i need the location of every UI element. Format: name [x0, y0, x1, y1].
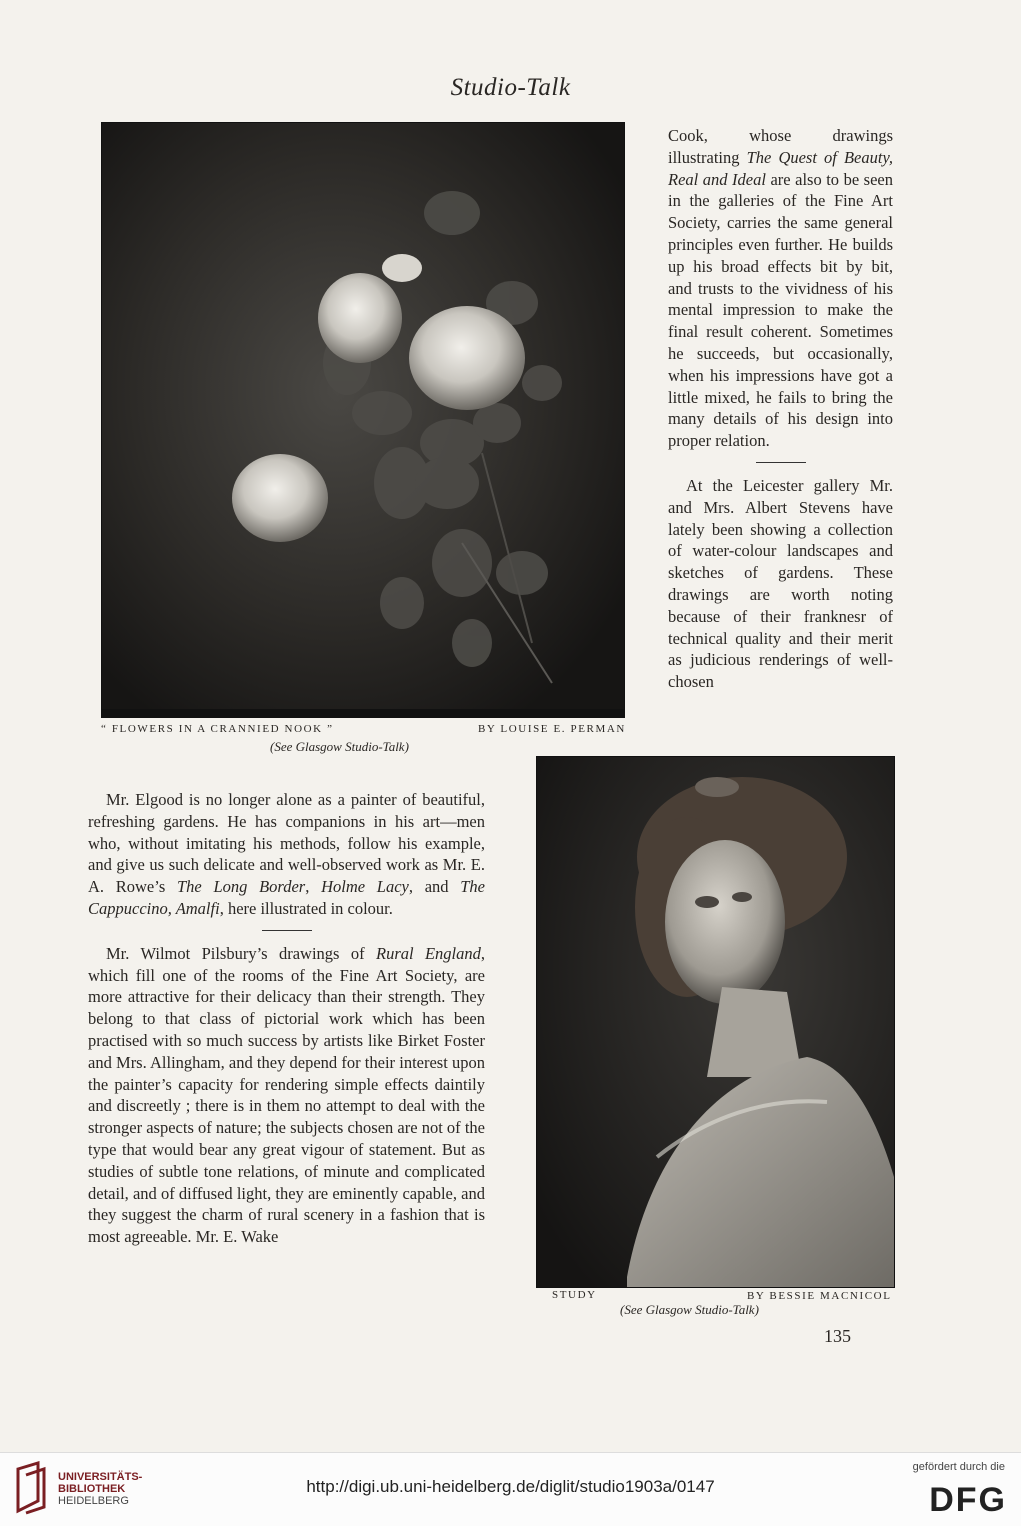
elgood-paragraph: [88, 789, 485, 920]
elgood-paragraph-text-a: Mr. Elgood is no longer alone as a painter of beautiful, refreshing gardens. He has companions in his art—men who, without imitating his methods, follow his example, and give us such delicate and well-observed work as Mr. E. A. Rowe’s: [88, 790, 485, 897]
running-title: Studio-Talk: [450, 74, 571, 101]
pilsbury-paragraph-text-b: , which fill one of the rooms of the Fine Art Society, are more attractive for their delicacy than their strength. They belong to that class of pictorial work which has been practised with so much success by artists like Birket Foster and Mrs. Allingham, and they depend for their interest upon the painter’s capacity for rendering simple effects daintily and discreetly ; there is in them no attempt to deal with the stronger aspects of nature; the subjects chosen are not of the type that would bear any great vigour of statement. But as studies of subtle tone relations, of minute and complicated detail, and of diffused light, they are eminently capable, and they suggest the charm of rural scenery in a fashion that is most agreeable. Mr. E. Wake: [88, 943, 485, 1247]
page-number: 135: [824, 1326, 851, 1346]
right-column-text: [668, 125, 893, 693]
flowers-plate-title: “ FLOWERS IN A CRANNIED NOOK ”: [101, 723, 334, 735]
library-name-line-3: HEIDELBERG: [58, 1495, 129, 1507]
holme-lacy-title: Holme Lacy: [321, 877, 409, 897]
pilsbury-paragraph-text-a: Mr. Wilmot Pilsbury’s drawings of: [106, 943, 376, 963]
pilsbury-paragraph: [88, 943, 485, 1248]
library-name-line-2: BIBLIOTHEK: [58, 1483, 126, 1495]
study-plate-image: [536, 756, 895, 1288]
title-separator-2: , and: [408, 877, 461, 897]
cook-paragraph-text-b: are also to be seen in the galleries of the Fine Art Society, carries the same general principles even further. He builds up his broad effects bit by bit, and trusts to the vividness of his mental impression to make the final result coherent. Sometimes he succeeds, but occasionally, when his impressions have got a little mixed, he fails to bring the many details of his design into proper relation.: [668, 169, 893, 451]
library-name-line-1: UNIVERSITÄTS-: [58, 1471, 143, 1483]
flowers-plate-image: [101, 122, 625, 718]
cook-paragraph-text-a: Cook, whose drawings illustrating: [668, 126, 893, 167]
flowers-plate-artist: BY LOUISE E. PERMAN: [478, 723, 626, 735]
permalink-url[interactable]: http://digi.ub.uni-heidelberg.de/diglit/studio1903a/0147: [306, 1477, 715, 1496]
study-plate-artist: BY BESSIE MACNICOL: [747, 1290, 892, 1302]
section-divider: [756, 462, 806, 463]
title-separator-1: ,: [305, 877, 322, 897]
long-border-title: The Long Border: [176, 877, 306, 897]
cook-paragraph: [668, 125, 893, 452]
left-column-text: [88, 789, 485, 1248]
cappuccino-amalfi-title: The Cappuccino, Amalfi: [88, 877, 485, 918]
study-plate-reference: (See Glasgow Studio-Talk): [620, 1302, 759, 1317]
study-plate-title: STUDY: [552, 1289, 597, 1301]
digitization-footer: [0, 1452, 1021, 1526]
rural-england-title: Rural England: [375, 943, 481, 963]
section-divider: [262, 930, 312, 931]
elgood-paragraph-text-b: , here illustrated in colour.: [219, 898, 393, 918]
flowers-plate-reference: (See Glasgow Studio-Talk): [270, 739, 409, 754]
dfg-logo: DFG: [929, 1481, 1007, 1519]
quest-of-beauty-title: The Quest of Beauty, Real and Ideal: [668, 147, 893, 189]
leicester-paragraph: At the Leicester gallery Mr. and Mrs. Albert Stevens have lately been showing a collection of water-colour landscapes and sketches of gardens. These drawings are worth noting because of their franknesr of technical quality and their merit as judicious renderings of well-chosen: [668, 475, 893, 692]
funding-note: gefördert durch die: [912, 1461, 1005, 1473]
